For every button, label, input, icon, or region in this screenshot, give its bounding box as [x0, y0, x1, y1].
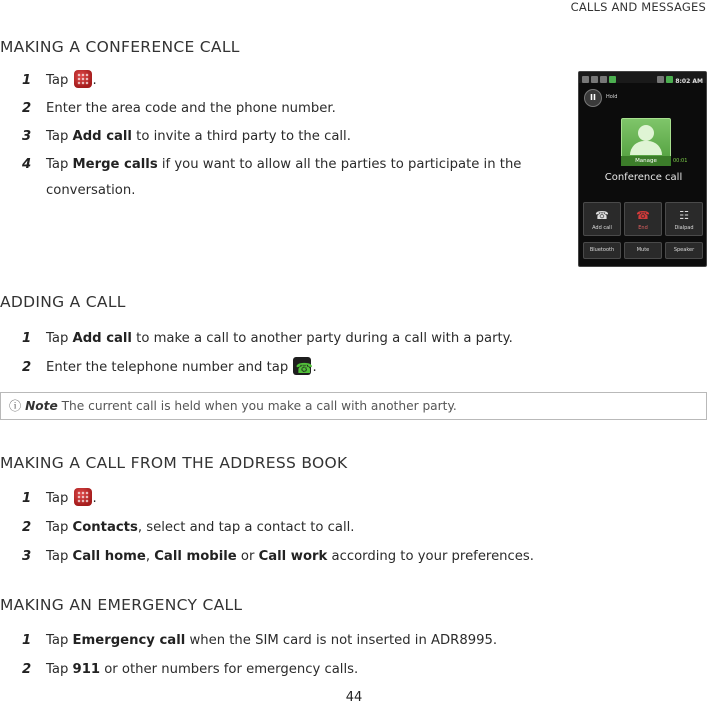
step-text: Tap Add call to make a call to another party during a call with a party.: [46, 331, 513, 346]
note-label: Note: [25, 399, 58, 413]
step-text: Tap Call home, Call mobile or Call work according to your preferences.: [46, 549, 534, 564]
list-item: [22, 544, 702, 570]
hold-icon: II: [584, 89, 602, 107]
add-call-button: ☎ Add call: [583, 202, 621, 236]
call-icon: [293, 357, 311, 375]
page-number: 44: [345, 690, 363, 705]
note-box: [0, 392, 707, 420]
step-number: 4: [22, 157, 32, 172]
step-number: 1: [22, 633, 32, 648]
section-title-address-book: MAKING A CALL FROM THE ADDRESS BOOK: [0, 454, 348, 472]
hold-label: Hold: [606, 94, 618, 100]
list-item: [22, 515, 702, 541]
list-item: [22, 124, 562, 150]
step-text: Tap .: [46, 486, 702, 512]
list-item: [22, 657, 702, 683]
section-title-conference: MAKING A CONFERENCE CALL: [0, 38, 240, 56]
step-text: Tap Merge calls if you want to allow all the parties to participate in the conversation.: [46, 157, 522, 198]
running-head: CALLS AND MESSAGES: [570, 0, 706, 14]
conference-call-label: Conference call: [604, 172, 683, 183]
status-bar: 8:02 AM: [579, 72, 706, 83]
step-text: Tap 911 or other numbers for emergency calls.: [46, 662, 359, 677]
step-text: Tap .: [46, 68, 562, 94]
end-call-icon: ☎: [636, 209, 650, 222]
mute-button: Mute: [624, 242, 662, 259]
step-number: 1: [22, 491, 32, 506]
step-number: 2: [22, 101, 32, 116]
conference-call-screenshot: [578, 71, 707, 267]
manage-label: Manage: [621, 156, 671, 166]
end-call-button: ☎ End: [624, 202, 662, 236]
dialpad-button: ☷ Dialpad: [665, 202, 703, 236]
list-item: [22, 486, 702, 512]
step-text: Tap Emergency call when the SIM card is not inserted in ADR8995.: [46, 633, 498, 648]
list-item: [22, 68, 562, 94]
step-text: Enter the telephone number and tap ☎ .: [46, 355, 702, 381]
call-buttons-row: [583, 202, 703, 236]
list-item: [22, 628, 702, 654]
info-icon: ⓘ: [9, 399, 22, 413]
step-number: 1: [22, 73, 32, 88]
step-text: Tap Contacts, select and tap a contact to call.: [46, 520, 355, 535]
list-item: [22, 326, 702, 352]
call-timer: 00:01: [673, 158, 688, 164]
step-number: 2: [22, 520, 32, 535]
step-number: 1: [22, 331, 32, 346]
section-title-emergency: MAKING AN EMERGENCY CALL: [0, 596, 243, 614]
step-text: Enter the area code and the phone number.: [46, 101, 336, 116]
step-text: Tap Add call to invite a third party to the call.: [46, 129, 351, 144]
list-item: [22, 96, 562, 122]
list-item: [22, 152, 542, 204]
audio-buttons-row: [583, 242, 703, 259]
step-number: 2: [22, 662, 32, 677]
bluetooth-button: Bluetooth: [583, 242, 621, 259]
dialpad-icon: ☷: [679, 209, 689, 222]
phone-app-icon: [74, 488, 92, 506]
add-call-icon: ☎: [595, 209, 609, 222]
step-number: 3: [22, 129, 32, 144]
step-number: 3: [22, 549, 32, 564]
list-item: [22, 355, 702, 381]
section-title-adding: ADDING A CALL: [0, 293, 126, 311]
step-number: 2: [22, 360, 32, 375]
speaker-button: Speaker: [665, 242, 703, 259]
phone-app-icon: [74, 70, 92, 88]
note-text: The current call is held when you make a call with another party.: [57, 399, 457, 413]
